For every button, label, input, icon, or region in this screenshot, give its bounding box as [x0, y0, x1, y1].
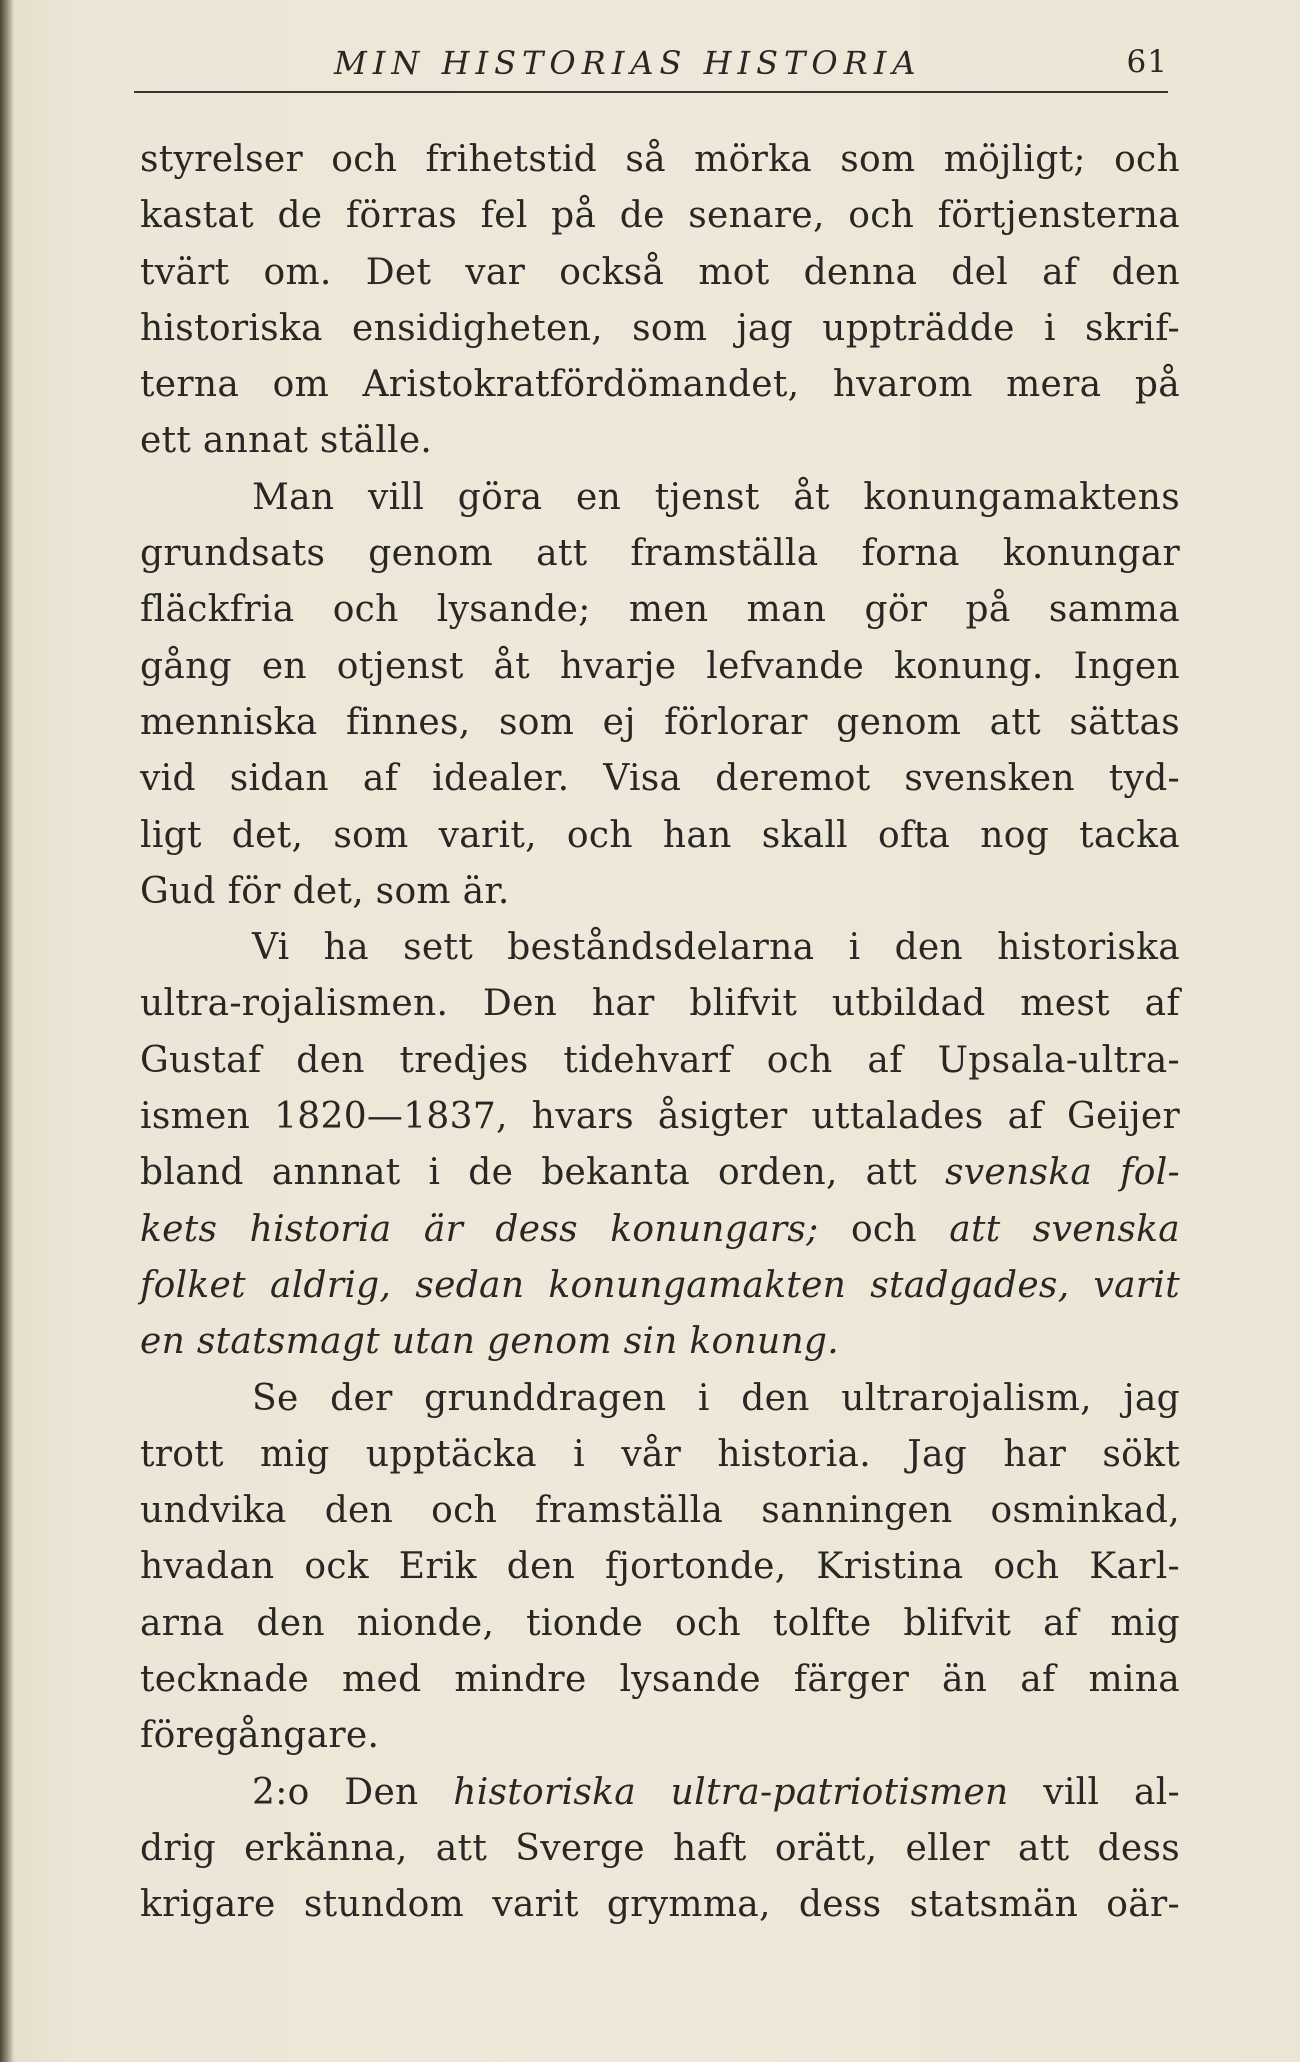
- text-line: grundsats genom att framställa forna konungar: [140, 533, 1180, 575]
- text-line: styrelser och frihetstid så mörka som möjligt; och: [140, 139, 1180, 180]
- italic-phrase: varit: [1093, 1264, 1180, 1306]
- page-number: 61: [1126, 44, 1168, 80]
- text-line: trott mig upptäcka i vår historia. Jag har sökt: [140, 1433, 1180, 1475]
- header-rule: [134, 91, 1168, 93]
- text-line: Gud för det, som är.: [140, 870, 510, 912]
- running-title: MIN HISTORIAS HISTORIA: [334, 44, 922, 82]
- text-line: [140, 1258, 1180, 1314]
- italic-phrase: folket aldrig,: [140, 1264, 392, 1306]
- text-line: krigare stundom varit grymma, dess statsmän oär-: [140, 1884, 1180, 1926]
- text-line: Se der grunddragen i den ultrarojalism, jag: [252, 1377, 1180, 1419]
- text-line: historiska ensidigheten, som jag uppträdde i skrif-: [140, 307, 1180, 349]
- text-line: ultra-rojalismen. Den har blifvit utbildad mest af: [140, 983, 1180, 1025]
- italic-phrase: att svenska: [949, 1208, 1180, 1250]
- text-line: drig erkänna, att Sverge haft orätt, eller att dess: [140, 1827, 1180, 1869]
- text-line: ett annat ställe.: [140, 420, 433, 462]
- text-line: kets historia är dess konungars; och att svenska: [140, 1208, 1180, 1250]
- text-line: Vi ha sett beståndsdelarna i den historiska: [252, 927, 1180, 969]
- italic-phrase: svenska fol-: [944, 1152, 1180, 1194]
- text-line: Man vill göra en tjenst åt konungamaktens: [252, 476, 1180, 518]
- body-text: [140, 132, 1180, 1934]
- italic-phrase: kets historia är dess konungars;: [140, 1208, 819, 1250]
- italic-phrase: sedan konungamakten stadgades,: [415, 1264, 1070, 1306]
- text-line: föregångare.: [140, 1715, 380, 1757]
- italic-phrase: historiska ultra-patriotismen: [453, 1771, 1009, 1813]
- text-line: tecknade med mindre lysande färger än af mina: [140, 1659, 1180, 1701]
- text-line: arna den nionde, tionde och tolfte blifvit af mig: [140, 1602, 1180, 1644]
- text-line: hvadan ock Erik den fjortonde, Kristina och Karl-: [140, 1546, 1180, 1588]
- text-line: ligt det, som varit, och han skall ofta nog tacka: [140, 814, 1180, 856]
- italic-phrase: en statsmagt utan genom sin konung.: [140, 1321, 840, 1363]
- text-line: vid sidan af idealer. Visa deremot svensken tyd-: [140, 758, 1180, 800]
- text-line: bland annnat i de bekanta orden, att svenska fol-: [140, 1152, 1180, 1194]
- text-line: undvika den och framställa sanningen osminkad,: [140, 1490, 1180, 1532]
- text-line: tvärt om. Det var också mot denna del af den: [140, 251, 1180, 293]
- page-header: [134, 38, 1168, 96]
- text-line: terna om Aristokratfördömandet, hvarom mera på: [140, 364, 1180, 406]
- book-spine-shadow: [0, 0, 14, 2062]
- text-line: kastat de förras fel på de senare, och förtjensterna: [140, 195, 1180, 237]
- text-line: gång en otjenst åt hvarje lefvande konung. Ingen: [140, 645, 1180, 687]
- text-line: [140, 1314, 1180, 1370]
- text-line: ismen 1820—1837, hvars åsigter uttalades af Geijer: [140, 1096, 1180, 1138]
- text-line: Gustaf den tredjes tidehvarf och af Upsala-ultra-: [140, 1039, 1180, 1081]
- text-line: fläckfria och lysande; men man gör på samma: [140, 589, 1180, 631]
- text-line: menniska finnes, som ej förlorar genom att sättas: [140, 701, 1180, 743]
- text-line: 2:o Den historiska ultra-patriotismen vill al-: [252, 1771, 1181, 1813]
